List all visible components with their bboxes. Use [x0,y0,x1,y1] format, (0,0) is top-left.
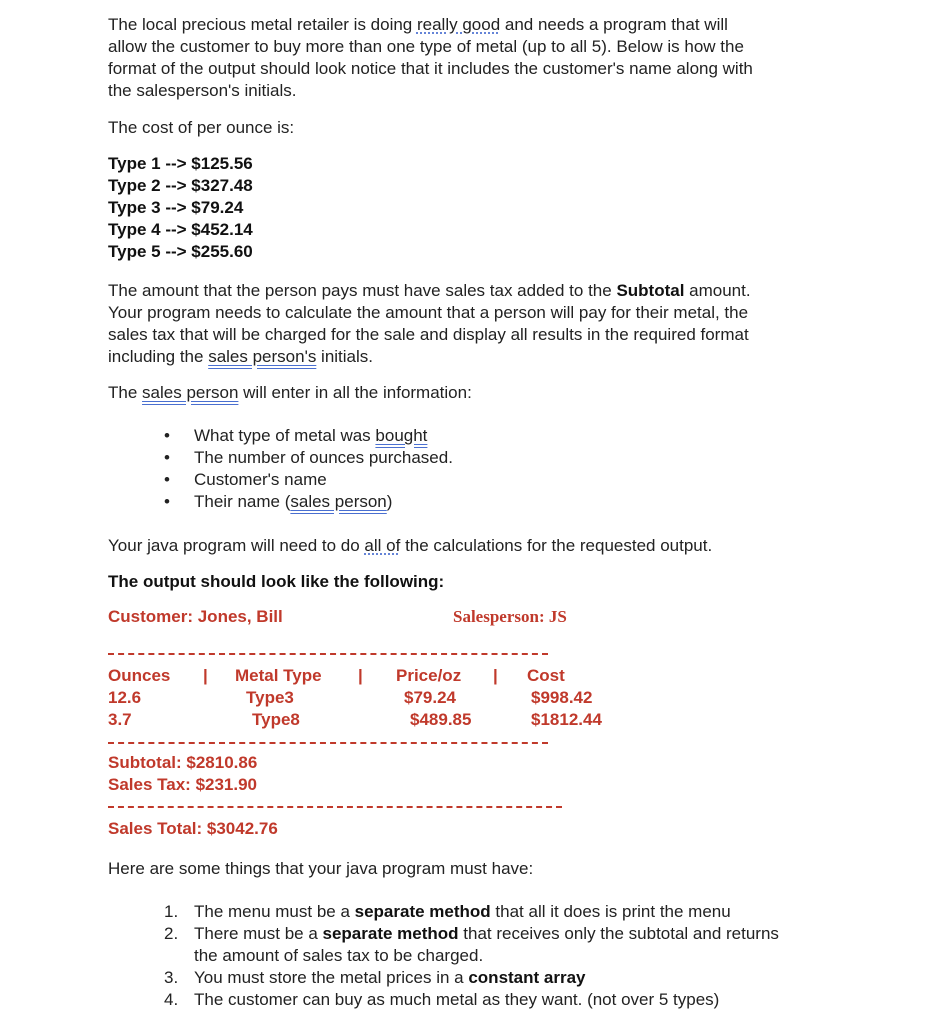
intro-line-3: format of the output should look notice that it includes the customer's name along with [108,59,753,78]
intro-line-2: allow the customer to buy more than one type of metal (up to all 5). Below is how the [108,37,744,56]
spell-flag-really-good: really good [416,15,501,34]
sample-customer: Customer: Jones, Bill [108,607,283,626]
header-sep-2: | [358,666,363,685]
spell-flag-all-of: all of [364,536,401,555]
divider-bottom [108,806,562,808]
intro-paragraph [108,14,753,102]
header-ounces: Ounces [108,666,171,685]
output-heading: The output should look like the following: [108,572,445,591]
price-type-4: Type 4 --> $452.14 [108,220,253,239]
row1-price: $79.24 [404,688,456,707]
header-sep-1: | [203,666,208,685]
java-line: Your java program will need to do all of the calculations for the requested output. [108,536,713,555]
row1-metal: Type3 [246,688,294,707]
list-item: 4. The customer can buy as much metal as they want. (not over 5 types) [164,990,720,1009]
enter-line: The sales person will enter in all the information: [108,383,472,402]
row2-ounces: 3.7 [108,710,132,729]
header-price: Price/oz [396,666,462,685]
grammar-flag-sales-persons: sales person's [208,347,317,366]
list-item: • Their name (sales person) [164,491,453,513]
row2-cost: $1812.44 [531,710,602,729]
list-item: 3. You must store the metal prices in a constant array [164,968,586,987]
sample-sales-tax: Sales Tax: $231.90 [108,775,258,794]
list-item: • The number of ounces purchased. [164,447,453,469]
grammar-flag-sales-person: sales person [142,383,239,402]
row1-ounces: 12.6 [108,688,142,707]
requirements-list [164,901,779,1011]
price-type-5: Type 5 --> $255.60 [108,242,253,261]
list-item: 2. There must be a separate method that receives only the subtotal and returns the amount of sales tax to be charged. [164,924,779,965]
row2-price: $489.85 [410,710,472,729]
must-have-heading: Here are some things that your java program must have: [108,859,534,878]
amount-paragraph: The amount that the person pays must have sales tax added to the Subtotal amount. Your program needs to calculate the amount that a person will pay for their metal, the sales tax that will be charged for the sale and display all results in the required format including the sales person's initials. [108,281,751,366]
header-cost: Cost [527,666,565,685]
price-type-2: Type 2 --> $327.48 [108,176,253,195]
sample-salesperson: Salesperson: JS [453,607,567,626]
intro-line-4: the salesperson's initials. [108,81,297,100]
header-sep-3: | [493,666,498,685]
grammar-flag-sales-person-2: sales person [290,492,387,511]
list-item: • What type of metal was bought [164,425,453,447]
info-bullet-list [164,425,453,513]
intro-line-1: The local precious metal retailer is doing really good and needs a program that will [108,15,728,34]
grammar-flag-bought: bought [375,426,428,445]
list-item: 1. The menu must be a separate method that all it does is print the menu [164,902,731,921]
cost-heading: The cost of per ounce is: [108,118,295,137]
header-metal-type: Metal Type [235,666,322,685]
sample-subtotal: Subtotal: $2810.86 [108,753,258,772]
price-list [108,153,253,263]
list-item: • Customer's name [164,469,453,491]
subtotal-keyword: Subtotal [616,281,685,300]
sample-sales-total: Sales Total: $3042.76 [108,819,278,838]
row1-cost: $998.42 [531,688,593,707]
divider-top [108,653,548,655]
price-type-1: Type 1 --> $125.56 [108,154,253,173]
divider-middle [108,742,548,744]
price-type-3: Type 3 --> $79.24 [108,198,244,217]
row2-metal: Type8 [252,710,300,729]
